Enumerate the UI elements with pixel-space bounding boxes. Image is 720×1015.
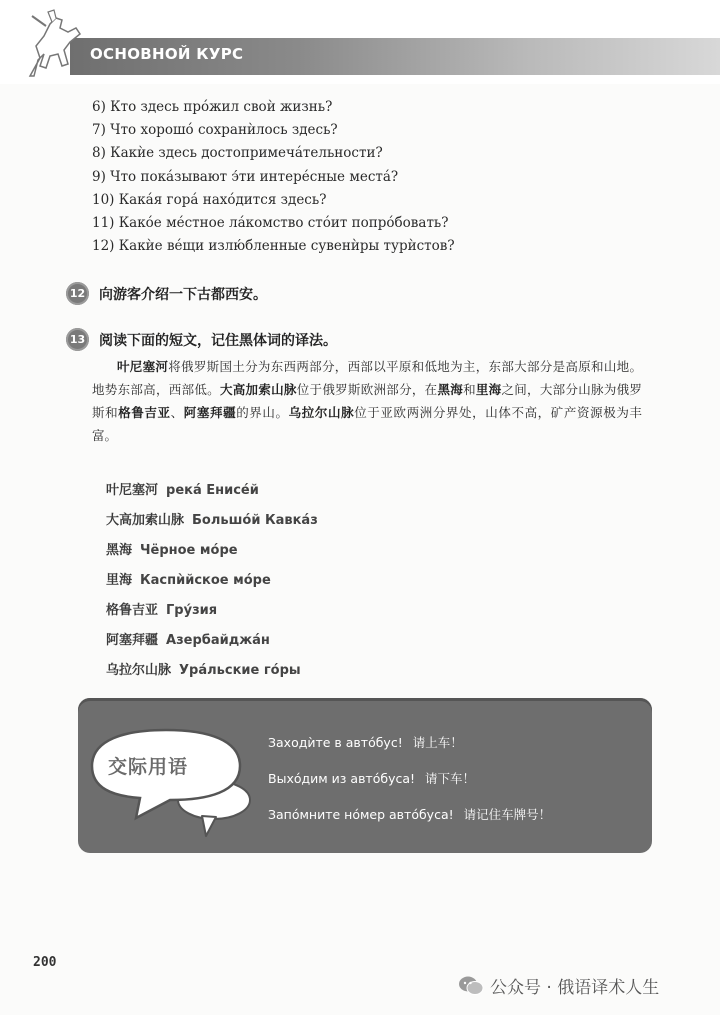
- vocab-chinese: 大高加索山脉: [106, 513, 185, 528]
- passage-text: 之间，大部分山脉为俄罗斯和: [92, 382, 642, 420]
- phrase-russian: Выхóдим из автóбуса!: [268, 771, 416, 786]
- vocab-russian: Большóй Кавкáз: [192, 513, 318, 528]
- question-item: 8) Какѝе здесь достопримечáтельности?: [92, 145, 383, 162]
- task-instruction: 阅读下面的短文，记住黑体词的译法。: [99, 332, 337, 349]
- watermark: [458, 973, 659, 998]
- bold-term: 叶尼塞河: [117, 359, 169, 374]
- phrase-chinese: 请记住车牌号！: [463, 807, 552, 822]
- passage-text: 位于亚欧两洲分界处，山体不高，矿产资源极为丰富。: [92, 405, 642, 443]
- phrase-item: [268, 766, 551, 802]
- watermark-text: 公众号 · 俄语译术人生: [490, 978, 660, 998]
- question-item: 11) Какóе мéстное лáкомство стóит попрóбовать?: [92, 215, 449, 232]
- task-number-badge: 13: [66, 328, 89, 351]
- vocab-chinese: 里海: [106, 573, 133, 588]
- question-item: 10) Какáя горá нахóдится здесь?: [92, 191, 327, 208]
- phrase-chinese: 请下车！: [425, 771, 476, 786]
- bold-term: 黑海: [437, 382, 464, 397]
- vocab-russian: Азербайджáн: [166, 633, 270, 648]
- phrase-russian: Запóмните нóмер автóбуса!: [268, 807, 454, 822]
- bold-term: 格鲁吉亚: [118, 405, 171, 420]
- bold-term: 乌拉尔山脉: [288, 405, 355, 420]
- page-number: 200: [33, 955, 57, 970]
- bold-term: 里海: [475, 382, 502, 397]
- wechat-icon: [458, 975, 484, 997]
- vocab-russian: Грýзия: [166, 603, 218, 618]
- vocab-russian: Урáльские гóры: [179, 663, 301, 678]
- passage-text: 位于俄罗斯欧洲部分，在: [296, 382, 438, 397]
- bold-term: 大高加索山脉: [219, 382, 297, 397]
- task-instruction: 向游客介绍一下古都西安。: [99, 286, 267, 303]
- vocab-chinese: 叶尼塞河: [106, 483, 159, 498]
- task-number-badge: 12: [66, 282, 89, 305]
- phrase-russian: Заходѝте в автóбус!: [268, 735, 403, 750]
- phrase-chinese: 请上车！: [412, 735, 463, 750]
- passage-text: 、: [170, 405, 184, 420]
- header-title: ОСНОВНОЙ КУРС: [90, 45, 244, 63]
- vocab-russian: рекá Енисéй: [166, 483, 259, 498]
- vocab-chinese: 乌拉尔山脉: [106, 663, 172, 678]
- phrase-item: [268, 802, 551, 838]
- passage-text: 和: [463, 382, 476, 397]
- question-item: 12) Какѝе вéщи излю́бленные сувенѝры турѝстов?: [92, 238, 455, 255]
- vocab-chinese: 阿塞拜疆: [106, 633, 159, 648]
- question-item: 6) Кто здесь прóжил своѝ жизнь?: [92, 99, 333, 115]
- vocab-russian: Чёрное мóре: [140, 543, 238, 558]
- vocab-chinese: 黑海: [106, 543, 133, 558]
- vocab-chinese: 格鲁吉亚: [106, 603, 159, 618]
- question-item: 9) Что покáзывают э́ти интерéсные местá?: [92, 168, 399, 185]
- passage-text: 将俄罗斯国土分为东西两部分，西部以平原和低地为主，东部大部分是高原和山地。地势东部高，西部低。: [92, 359, 642, 397]
- question-item: 7) Что хорошó сохранѝлось здесь?: [92, 122, 338, 139]
- passage-text: 的界山。: [236, 405, 289, 420]
- bold-term: 阿塞拜疆: [183, 405, 237, 420]
- phrases-label: 交际用语: [108, 756, 189, 778]
- vocab-russian: Каспѝйское мóре: [140, 573, 271, 588]
- phrases-list: [268, 730, 551, 838]
- phrase-item: [268, 730, 551, 766]
